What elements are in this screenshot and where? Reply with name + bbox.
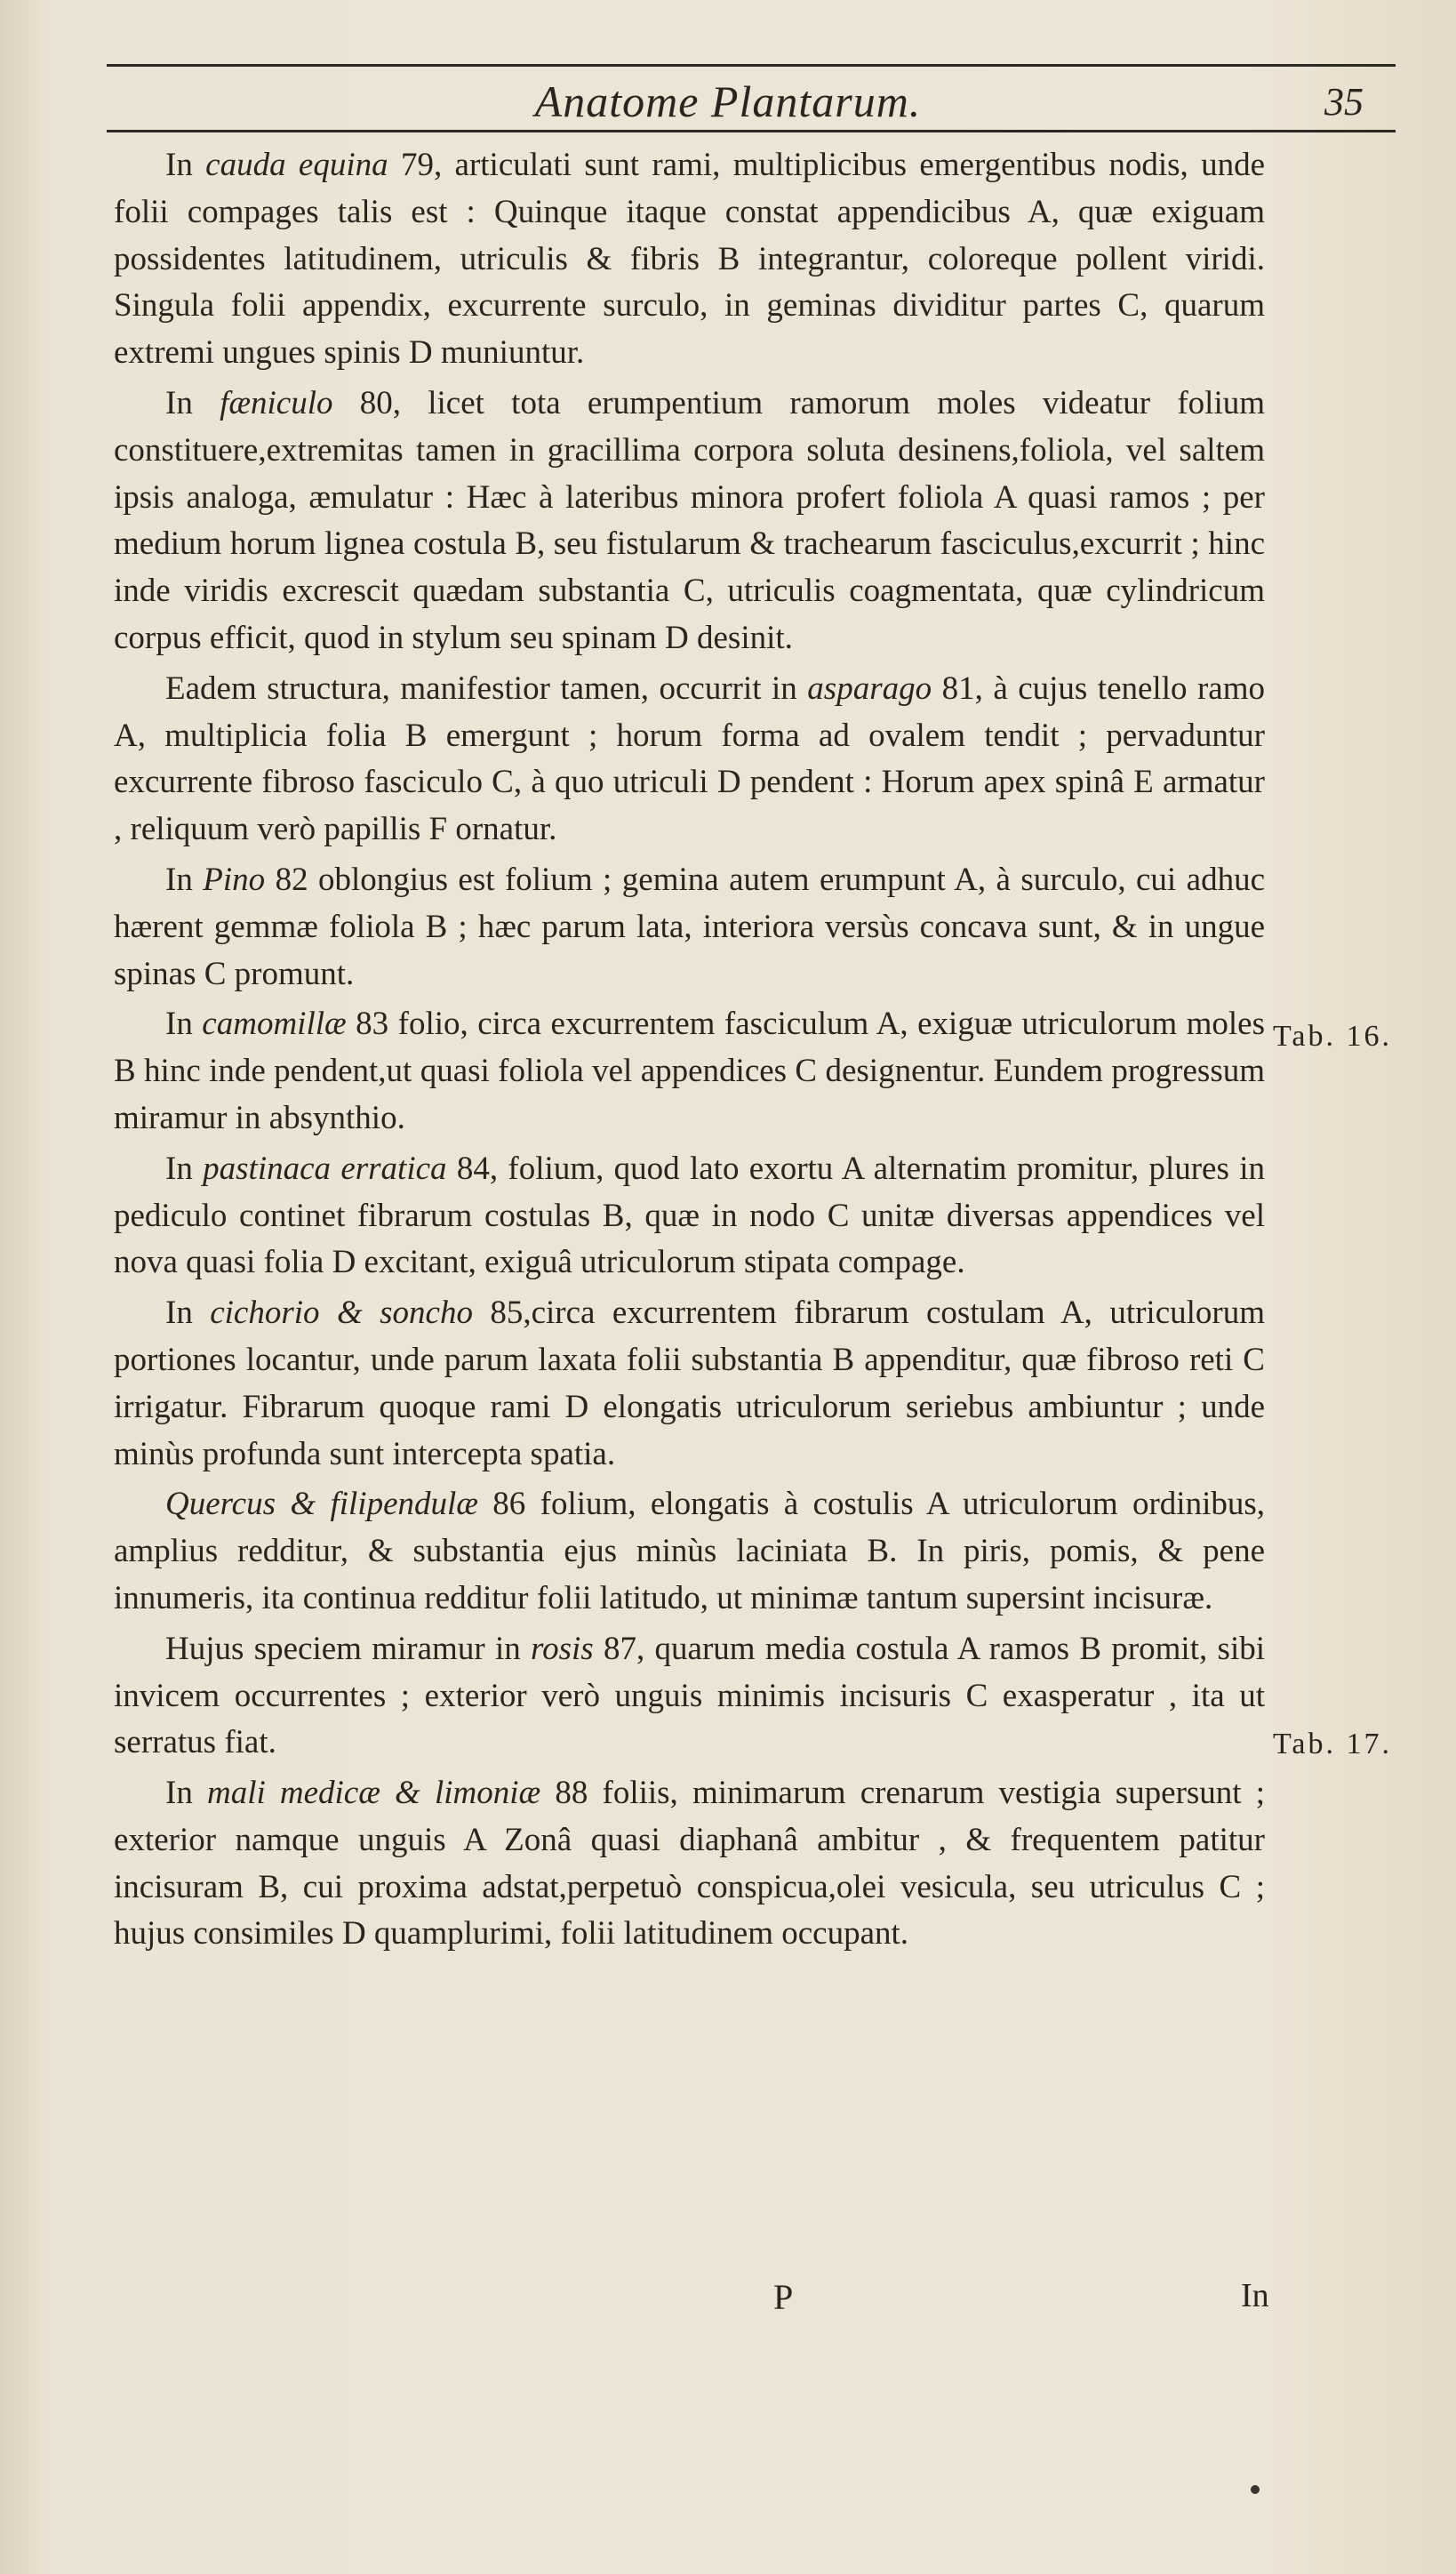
header-rule-bottom xyxy=(107,130,1396,132)
paragraph-camomillae: In camomillæ 83 folio, circa excurrentem fasciculum A, exiguæ utriculorum moles B hinc inde pendent,ut quasi foliola vel appendices C designentur. Eundem progressum miramur in absynthio. xyxy=(114,1006,1265,1136)
paragraph-pastinaca: In pastinaca erratica 84, folium, quod lato exortu A alternatim promitur, plures in pediculo continet fibrarum costulas B, quæ in nodo C unitæ diversas appendices vel nova quasi folia D excitant, exiguâ utriculorum stipata compage. xyxy=(114,1150,1265,1281)
ink-speck xyxy=(1251,2485,1260,2494)
paragraph-foeniculo: In fæniculo 80, licet tota erumpentium ramorum moles videatur folium constituere,extremitas tamen in gracillima corpora soluta desinens,foliola, vel saltem ipsis analoga, æmulatur : Hæc à lateribus minora profert foliola A quasi ramos ; per medium horum lignea costula B, seu fistularum & trachearum fasciculus,excurrit ; hinc inde viridis excrescit quædam substantia C, utriculis coagmentata, quæ cylindricum corpus efficit, quod in stylum seu spinam D desinit. xyxy=(114,384,1265,656)
text-body xyxy=(114,142,1265,1961)
paragraph-mali-medicae: In mali medicæ & limoniæ 88 foliis, minimarum crenarum vestigia supersunt ; exterior namque unguis A Zonâ quasi diaphanâ ambitur , & frequentem patitur incisuram B, cui proxima adstat,perpetuò conspicua,olei vesicula, seu utriculus C ; hujus consimiles D quamplurimi, folii latitudinem occupant. xyxy=(114,1775,1266,1953)
paragraph-asparago: Eadem structura, manifestior tamen, occurrit in asparago 81, à cujus tenello ramo A, multiplicia folia B emergunt ; horum forma ad ovalem tendit ; pervaduntur excurrente fibroso fasciculo C, à quo utriculi D pendent : Horum apex spinâ E armatur , reliquum verò papillis F ornatur. xyxy=(114,670,1265,848)
paragraph-rosis: Hujus speciem miramur in rosis 87, quarum media costula A ramos B promit, sibi invicem occurrentes ; exterior verò unguis minimis incisuris C exasperatur , ita ut serratus fiat. xyxy=(114,1630,1266,1761)
margin-note-tab-16: Tab. 16. xyxy=(1273,1020,1392,1053)
paragraph-cauda-equina: In cauda equina 79, articulati sunt rami, multiplicibus emergentibus nodis, unde folii compages talis est : Quinque itaque constat appendicibus A, quæ exiguam possidentes latitudinem, utriculis & fibris B integrantur, coloreque pollent viridi. Singula folii appendix, excurrente surculo, in geminas dividitur partes C, quarum extremi ungues spinis D muniuntur. xyxy=(114,147,1265,372)
running-head: Anatome Plantarum. xyxy=(534,76,922,126)
page-number: 35 xyxy=(1324,80,1364,124)
header-rule-top xyxy=(107,64,1396,67)
catchword: In xyxy=(1241,2277,1269,2314)
paragraph-pino: In Pino 82 oblongius est folium ; gemina autem erumpunt A, à surculo, cui adhuc hærent gemmæ foliola B ; hæc parum lata, interiora versùs concava sunt, & in ungue spinas C promunt. xyxy=(114,861,1265,992)
signature-mark: P xyxy=(773,2277,794,2317)
paragraph-quercus: Quercus & filipendulæ 86 folium, elongatis à costulis A utriculorum ordinibus, amplius redditur, & substantia ejus minùs laciniata B. In piris, pomis, & pene innumeris, ita continua redditur folii latitudo, ut minimæ tantum supersint incisuræ. xyxy=(114,1486,1265,1616)
margin-note-tab-17: Tab. 17. xyxy=(1273,1728,1392,1760)
paragraph-cichorio: In cichorio & soncho 85,circa excurrentem fibrarum costulam A, utriculorum portiones locantur, unde parum laxata folii substantia B appenditur, quæ fibroso reti C irrigatur. Fibrarum quoque rami D elongatis utriculorum seriebus ambiuntur ; unde minùs profunda sunt intercepta spatia. xyxy=(114,1295,1266,1472)
